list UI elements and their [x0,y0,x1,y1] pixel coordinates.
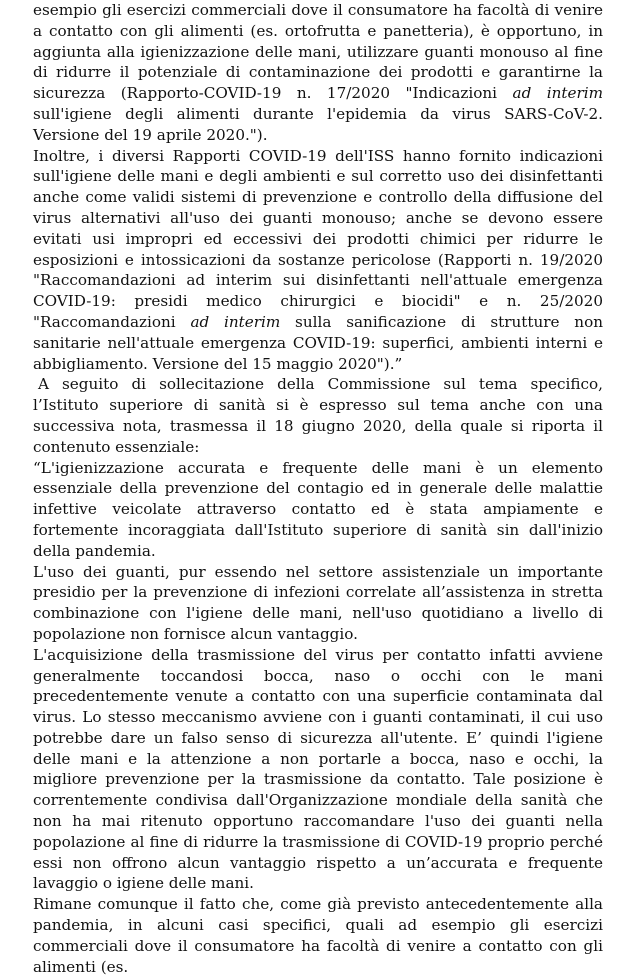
paragraph-2-emphasis: ad interim [190,312,281,331]
paragraph-6 [33,645,603,895]
paragraph-1 [33,0,603,146]
paragraph-4 [33,458,603,562]
document-page [33,0,603,977]
paragraph-7 [33,894,603,977]
paragraph-7-text: Rimane comunque il fatto che, come già previsto antecedentemente alla pandemia, in alcuni casi specifici, quali ad esempio gli esercizi commerciali dove il consumatore ha facoltà di venire a contatto con gli alimenti (es. [33,895,603,976]
paragraph-2-text-a: Inoltre, i diversi Rapporti COVID-19 dell'ISS hanno fornito indicazioni sull'igiene delle mani e degli ambienti e sul corretto uso dei disinfettanti anche come validi sistemi di prevenzione e controllo della diffusione del virus alternativi all'uso dei guanti monouso; anche se devono essere evitati usi impropri ed eccessivi dei prodotti chimici per ridurre le esposizioni e intossicazioni da sostanze pericolose (Rapporti n. 19/2020 "Raccomandazioni ad interim sui disinfettanti nell'attuale emergenza COVID-19: presidi medico chirurgici e biocidi" e n. 25/2020 "Raccomandazioni [33,146,603,331]
paragraph-2-text-b: sulla sanificazione di strutture non sanitarie nell'attuale emergenza COVID-19: superfici, ambienti interni e abbigliamento. Versione del 15 maggio 2020").” [33,312,603,373]
paragraph-1-text-b: sull'igiene degli alimenti durante l'epidemia da virus SARS-CoV-2. Versione del 19 aprile 2020."). [33,104,603,144]
paragraph-5 [33,562,603,645]
paragraph-6-text: L'acquisizione della trasmissione del virus per contatto infatti avviene generalmente toccandosi bocca, naso o occhi con le mani precedentemente venute a contatto con una superficie contaminata dal virus. Lo stesso meccanismo avviene con i guanti contaminati, il cui uso potrebbe dare un falso senso di sicurezza all'utente. E’ quindi l'igiene delle mani e la attenzione a non portarle a bocca, naso e occhi, la migliore prevenzione per la trasmissione da contatto. Tale posizione è correntemente condivisa dall'Organizzazione mondiale della sanità che non ha mai ritenuto opportuno raccomandare l'uso dei guanti nella popolazione al fine di ridurre la trasmissione di COVID-19 proprio perché essi non offrono alcun vantaggio rispetto a un’accurata e frequente lavaggio o igiene delle mani. [33,645,603,893]
paragraph-5-text: L'uso dei guanti, pur essendo nel settore assistenziale un importante presidio per la prevenzione di infezioni correlate all’assistenza in stretta combinazione con l'igiene delle mani, nell'uso quotidiano a livello di popolazione non fornisce alcun vantaggio. [33,562,603,643]
paragraph-1-text-a: esempio gli esercizi commerciali dove il consumatore ha facoltà di venire a contatto con gli alimenti (es. ortofrutta e panetteria), è opportuno, in aggiunta alla igienizzazione delle mani, utilizzare guanti monouso al fine di ridurre il potenziale di contaminazione dei prodotti e garantirne la sicurezza (Rapporto-COVID-19 n. 17/2020 "Indicazioni [33,1,603,103]
paragraph-2 [33,146,603,375]
paragraph-4-text: “L'igienizzazione accurata e frequente delle mani è un elemento essenziale della prevenzione del contagio ed in generale delle malattie infettive veicolate attraverso contatto ed è stata ampiamente e fortemente incoraggiata dall'Istituto superiore di sanità sin dall'inizio della pandemia. [33,458,603,560]
paragraph-3 [33,374,603,457]
paragraph-1-emphasis: ad interim [512,84,604,103]
paragraph-3-text: A seguito di sollecitazione della Commissione sul tema specifico, l’Istituto superiore di sanità si è espresso sul tema anche con una successiva nota, trasmessa il 18 giugno 2020, della quale si riporta il contenuto essenziale: [33,375,603,456]
